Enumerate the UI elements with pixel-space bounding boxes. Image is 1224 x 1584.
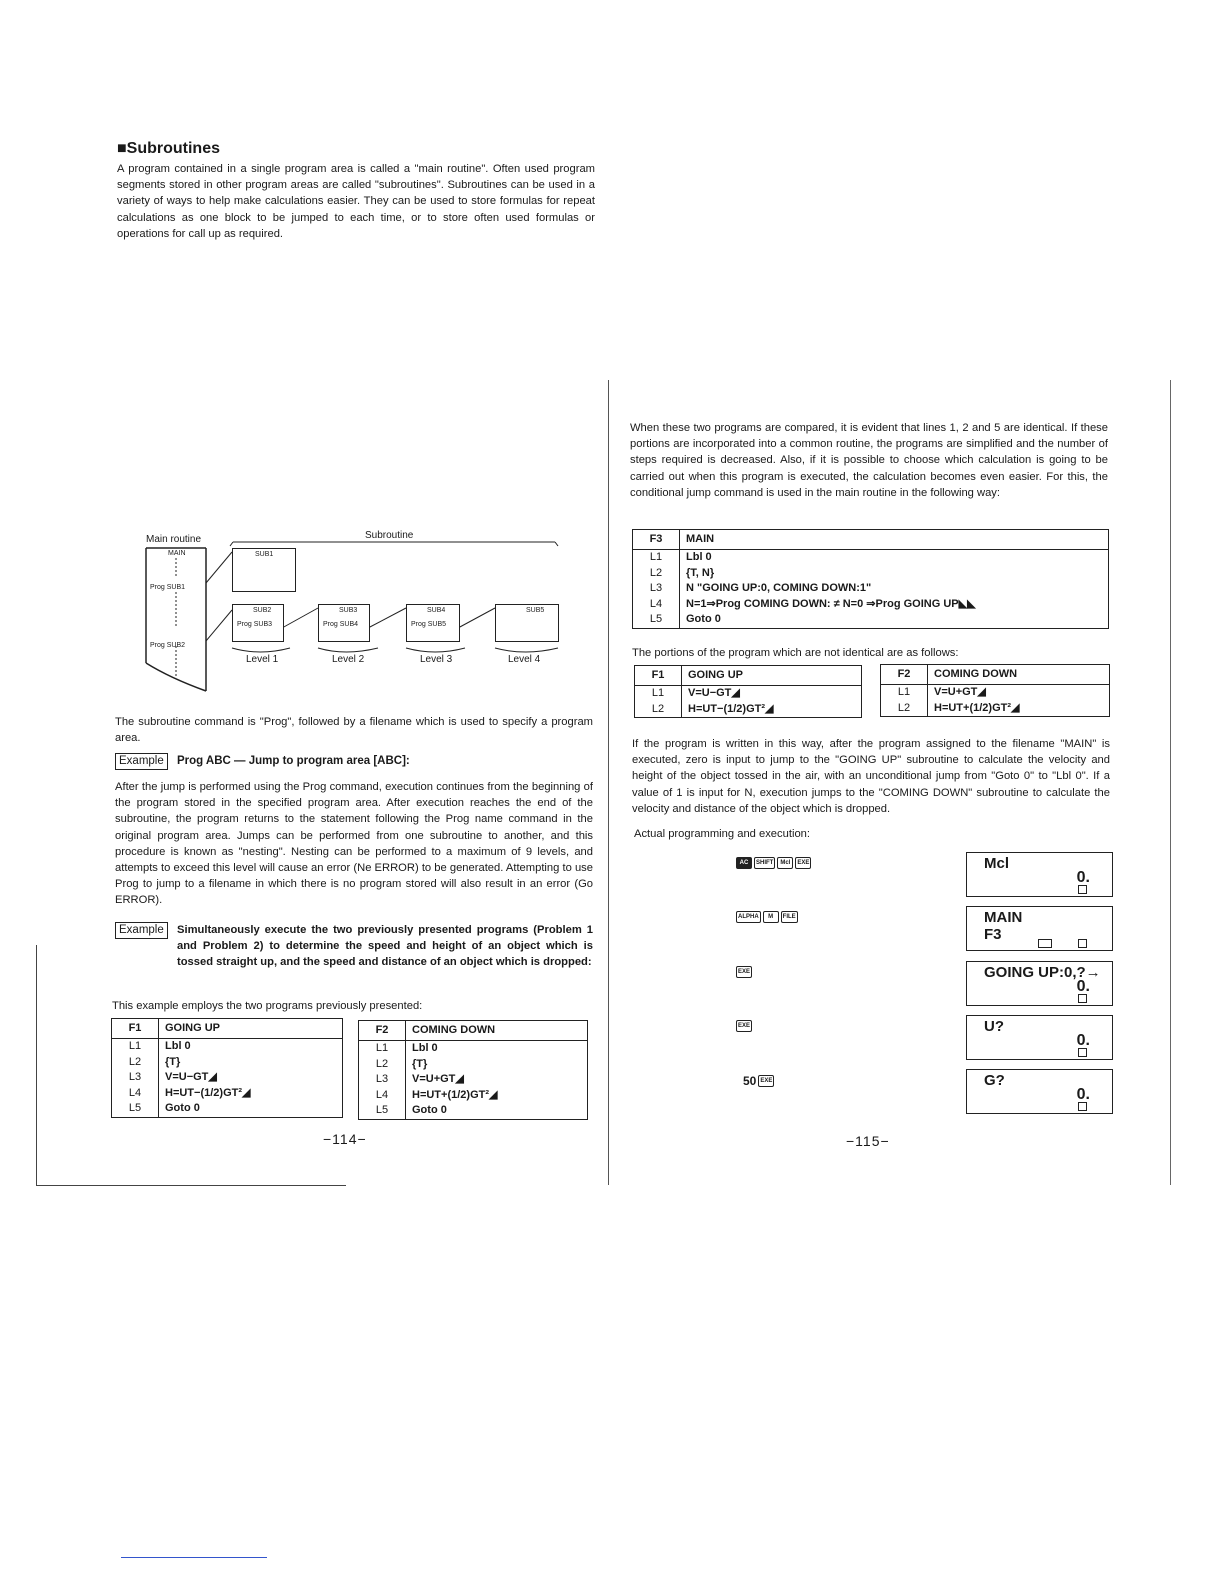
line-code: L2: [633, 566, 680, 582]
line-code: L3: [633, 581, 680, 597]
example-1-label: Example: [115, 753, 168, 770]
cursor-indicator-icon: [1078, 1102, 1087, 1111]
key-sequence-5: [743, 1074, 774, 1088]
lcd-line-2: F3: [984, 926, 1002, 943]
prog-sub3-label: Prog SUB3: [237, 621, 273, 628]
lcd-value: 0.: [1076, 1086, 1090, 1103]
table-code: F1: [112, 1019, 159, 1039]
comparison-paragraph: When these two programs are compared, it is evident that lines 1, 2 and 5 are identical. If these portions are incorporated into a common routine, the programs are simplified and the number of steps required is decreased. Also, if it is possible to choose which calculation is going to be carried out when this program is executed, the calculation becomes even easier. For this, the conditional jump command is used in the main routine in the following way:: [630, 422, 1108, 499]
lcd-text: U?: [984, 1018, 1004, 1035]
exe-key[interactable]: EXE: [758, 1075, 774, 1087]
line-code: L1: [112, 1039, 159, 1055]
table-name: COMING DOWN: [928, 665, 1110, 685]
line-code: L5: [359, 1103, 406, 1119]
explanation-paragraph: If the program is written in this way, after the program assigned to the filename "MAIN" is executed, zero is input to jump to the "GOING UP" subroutine to calculate the velocity and height of the object tossed in the air, with an unconditional jump from "Goto 0" to "Lbl 0". If a value of 1 is input for N, execution jumps to the "COMING DOWN" subroutine to calculate the velocity and distance of the object which is dropped.: [632, 738, 1110, 815]
table-name: COMING DOWN: [406, 1021, 588, 1041]
table-code: F1: [635, 666, 682, 686]
level-3-label: Level 3: [420, 654, 453, 665]
left-page: [0, 0, 610, 1584]
line-code-text: V=U−GT◢: [165, 1071, 217, 1083]
lcd-display-1: [966, 852, 1113, 897]
portions-paragraph: The portions of the program which are not identical are as follows:: [632, 647, 959, 659]
example-1-text: Prog ABC — Jump to program area [ABC]:: [176, 755, 410, 767]
example-1: [115, 753, 410, 770]
prog-sub2-label: Prog SUB2: [150, 642, 186, 649]
input-value: 50: [743, 1074, 757, 1088]
scan-edge-line: [36, 945, 37, 1185]
program-table-g2: [880, 664, 1110, 717]
alpha-key[interactable]: ALPHA: [736, 911, 761, 923]
scan-edge-line: [36, 1185, 346, 1186]
lcd-text: G?: [984, 1072, 1005, 1089]
actual-programming-label: Actual programming and execution:: [634, 828, 810, 840]
line-code-text: V=U+GT◢: [934, 686, 986, 698]
table-code: F2: [359, 1021, 406, 1041]
table-code: F3: [633, 530, 680, 550]
page-number-left: −114−: [323, 1131, 367, 1147]
prog-sub5-label: Prog SUB5: [411, 621, 447, 628]
level-4-label: Level 4: [508, 654, 541, 665]
example-2-label: Example: [115, 922, 168, 939]
key-sequence-4: [736, 1020, 752, 1032]
sub5-box: [495, 604, 559, 642]
line-code-text: H=UT+(1/2)GT²◢: [934, 701, 1020, 714]
cursor-indicator-icon: [1078, 885, 1087, 894]
sub2-label: SUB2: [253, 607, 272, 614]
line-code: L2: [359, 1057, 406, 1073]
subroutine-diagram: [140, 528, 580, 698]
exe-key[interactable]: EXE: [795, 857, 811, 869]
sub1-box: [232, 548, 296, 592]
line-code: L1: [635, 686, 682, 702]
program-table-f2: [358, 1020, 588, 1120]
line-code: L2: [635, 702, 682, 718]
page-number-right: −115−: [846, 1133, 890, 1149]
lcd-line-1: MAIN: [984, 909, 1023, 926]
line-code: L3: [359, 1072, 406, 1088]
line-code: L1: [881, 685, 928, 701]
scan-edge-line: [1170, 380, 1171, 1185]
line-code-text: H=UT−(1/2)GT²◢: [688, 702, 774, 715]
lcd-text: [984, 909, 1022, 943]
key-sequence-3: [736, 966, 752, 978]
example-2: [115, 922, 593, 971]
key-sequence-2: [736, 911, 798, 923]
program-table-f1: [111, 1018, 343, 1118]
line-code-text: Goto 0: [686, 613, 721, 625]
line-code-text: V=U+GT◢: [412, 1073, 464, 1085]
file-key[interactable]: FILE: [781, 911, 798, 923]
cursor-indicator-icon: [1078, 994, 1087, 1003]
line-code: L4: [112, 1086, 159, 1102]
sub1-label: SUB1: [255, 551, 274, 558]
sub3-box: [318, 604, 370, 642]
main-box-label: MAIN: [168, 550, 186, 557]
exe-key[interactable]: EXE: [736, 966, 752, 978]
cursor-indicator-icon: [1078, 939, 1087, 948]
table-name: GOING UP: [682, 666, 862, 686]
line-code: L5: [633, 612, 680, 628]
lcd-text: GOING UP:0,?→: [984, 964, 1101, 981]
lcd-value: 0.: [1076, 978, 1090, 995]
program-table-f3: [632, 529, 1109, 629]
sub2-box: [232, 604, 284, 642]
line-code: L4: [633, 597, 680, 613]
cursor-indicator-icon: [1078, 1048, 1087, 1057]
line-code: L1: [359, 1041, 406, 1057]
table-code: F2: [881, 665, 928, 685]
line-code-text: Lbl 0: [165, 1040, 191, 1052]
lcd-display-4: [966, 1015, 1113, 1060]
exe-key[interactable]: EXE: [736, 1020, 752, 1032]
m-key[interactable]: M: [763, 911, 779, 923]
lcd-display-2: [966, 906, 1113, 951]
line-code: L4: [359, 1088, 406, 1104]
line-code-text: Goto 0: [165, 1102, 200, 1114]
line-code-text: N=1⇒Prog COMING DOWN: ≠ N=0 ⇒Prog GOING UP◣◣: [686, 597, 976, 610]
sub4-label: SUB4: [427, 607, 446, 614]
line-code-text: H=UT−(1/2)GT²◢: [165, 1086, 251, 1099]
line-code: L2: [112, 1055, 159, 1071]
table-name: GOING UP: [159, 1019, 343, 1039]
line-code-text: Lbl 0: [412, 1042, 438, 1054]
scan-artifact-line: [121, 1557, 267, 1558]
line-code-text: V=U−GT◢: [688, 687, 740, 699]
nesting-paragraph: After the jump is performed using the Prog command, execution continues from the beginning of the program stored in the specified program area. After execution reaches the end of the subroutine, the program returns to the statement following the Prog name command in the original program area. Jumps can be performed from one subroutine to another, and this procedure is known as "nesting". Nesting can be performed to a maximum of 9 levels, and attempts to exceed this level will cause an error (Ne ERROR) to be generated. Attempting to use Prog to jump to a filename in which there is no program stored will also result in an error (Go ERROR).: [115, 781, 593, 907]
sub5-label: SUB5: [526, 607, 545, 614]
sub4-box: [406, 604, 460, 642]
line-code: L3: [112, 1070, 159, 1086]
level-1-label: Level 1: [246, 654, 279, 665]
subroutine-label: Subroutine: [365, 530, 414, 541]
program-table-g1: [634, 665, 862, 718]
file-indicator-icon: [1038, 939, 1052, 948]
line-code-text: Lbl 0: [686, 551, 712, 563]
prog-command-paragraph: The subroutine command is "Prog", followed by a filename which is used to specify a program area.: [115, 716, 593, 745]
line-code-text: {T, N}: [686, 566, 715, 579]
lcd-value: 0.: [1076, 869, 1090, 886]
lcd-display-5: [966, 1069, 1113, 1114]
level-2-label: Level 2: [332, 654, 365, 665]
right-page: [612, 0, 1224, 1584]
example-2-text: Simultaneously execute the two previously presented programs (Problem 1 and Problem 2) to determine the speed and height of an object which is tossed straight up, and the speed and distance of an object which is dropped:: [177, 924, 593, 969]
ac-key[interactable]: AC: [736, 857, 752, 869]
page-fold-line: [608, 380, 609, 1185]
line-code-text: {T}: [165, 1055, 181, 1068]
shift-key[interactable]: SHIFT: [754, 857, 775, 869]
prog-sub1-label: Prog SUB1: [150, 584, 186, 591]
table-name: MAIN: [680, 530, 1109, 550]
line-code-text: {T}: [412, 1057, 428, 1070]
section-title: ■Subroutines: [117, 140, 220, 157]
lcd-text: Mcl: [984, 855, 1010, 872]
lcd-value: 0.: [1076, 1032, 1090, 1049]
intro-paragraph: A program contained in a single program area is called a "main routine". Often used program segments stored in other program areas are called "subroutines". Subroutines can be used in a variety of ways to help make calculations easier. They can be used to store formulas for repeat calculations as one block to be jumped to each time, or to store often used formulas or operations for call up as required.: [117, 163, 595, 240]
key-sequence-1: [736, 857, 811, 869]
lcd-display-3: [966, 961, 1113, 1006]
main-routine-label: Main routine: [146, 534, 202, 545]
employs-paragraph: This example employs the two programs previously presented:: [112, 1000, 423, 1012]
line-code-text: H=UT+(1/2)GT²◢: [412, 1088, 498, 1101]
line-code: L1: [633, 550, 680, 566]
prog-sub4-label: Prog SUB4: [323, 621, 359, 628]
line-code-text: Goto 0: [412, 1104, 447, 1116]
line-code: L2: [881, 701, 928, 717]
mcl-key[interactable]: Mcl: [777, 857, 793, 869]
line-code-text: N "GOING UP:0, COMING DOWN:1": [686, 582, 872, 594]
sub3-label: SUB3: [339, 607, 358, 614]
line-code: L5: [112, 1101, 159, 1117]
